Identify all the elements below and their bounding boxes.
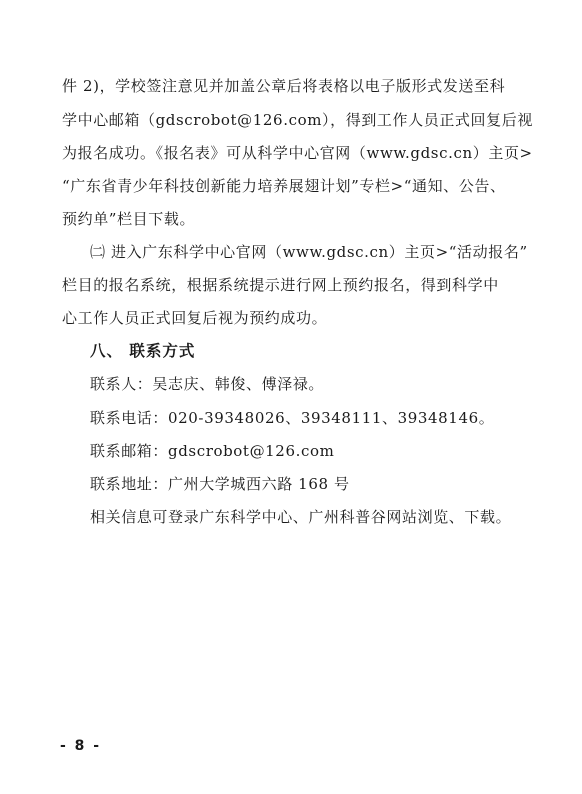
contact-email: 联系邮箱：gdscrobot@126.com [90,442,335,460]
paragraph-1-line-5: 预约单”栏目下载。 [62,210,196,228]
contact-phone: 联系电话：020-39348026、39348111、39348146。 [90,409,495,427]
section-heading: 八、 联系方式 [90,342,196,360]
paragraph-2-line-2: 栏目的报名系统，根据系统提示进行网上预约报名，得到科学中 [62,276,499,294]
paragraph-1-line-2: 学中心邮箱（gdscrobot@126.com），得到工作人员正式回复后视 [62,111,533,129]
paragraph-2-line-1: ㈡ 进入广东科学中心官网（www.gdsc.cn）主页>“活动报名” [90,243,528,261]
paragraph-1-line-4: “广东省青少年科技创新能力培养展翅计划”专栏>“通知、公告、 [62,177,506,195]
paragraph-2-line-3: 心工作人员正式回复后视为预约成功。 [62,309,328,327]
paragraph-1-line-3: 为报名成功。《报名表》可从科学中心官网（www.gdsc.cn）主页> [62,144,533,162]
paragraph-1-line-1: 件 2)，学校签注意见并加盖公章后将表格以电子版形式发送至科 [62,77,506,95]
contact-address: 联系地址：广州大学城西六路 168 号 [90,475,350,493]
page-number: - 8 - [60,738,102,754]
contact-note: 相关信息可登录广东科学中心、广州科普谷网站浏览、下载。 [90,508,512,526]
contact-person: 联系人：吴志庆、韩俊、傅泽禄。 [90,375,325,393]
